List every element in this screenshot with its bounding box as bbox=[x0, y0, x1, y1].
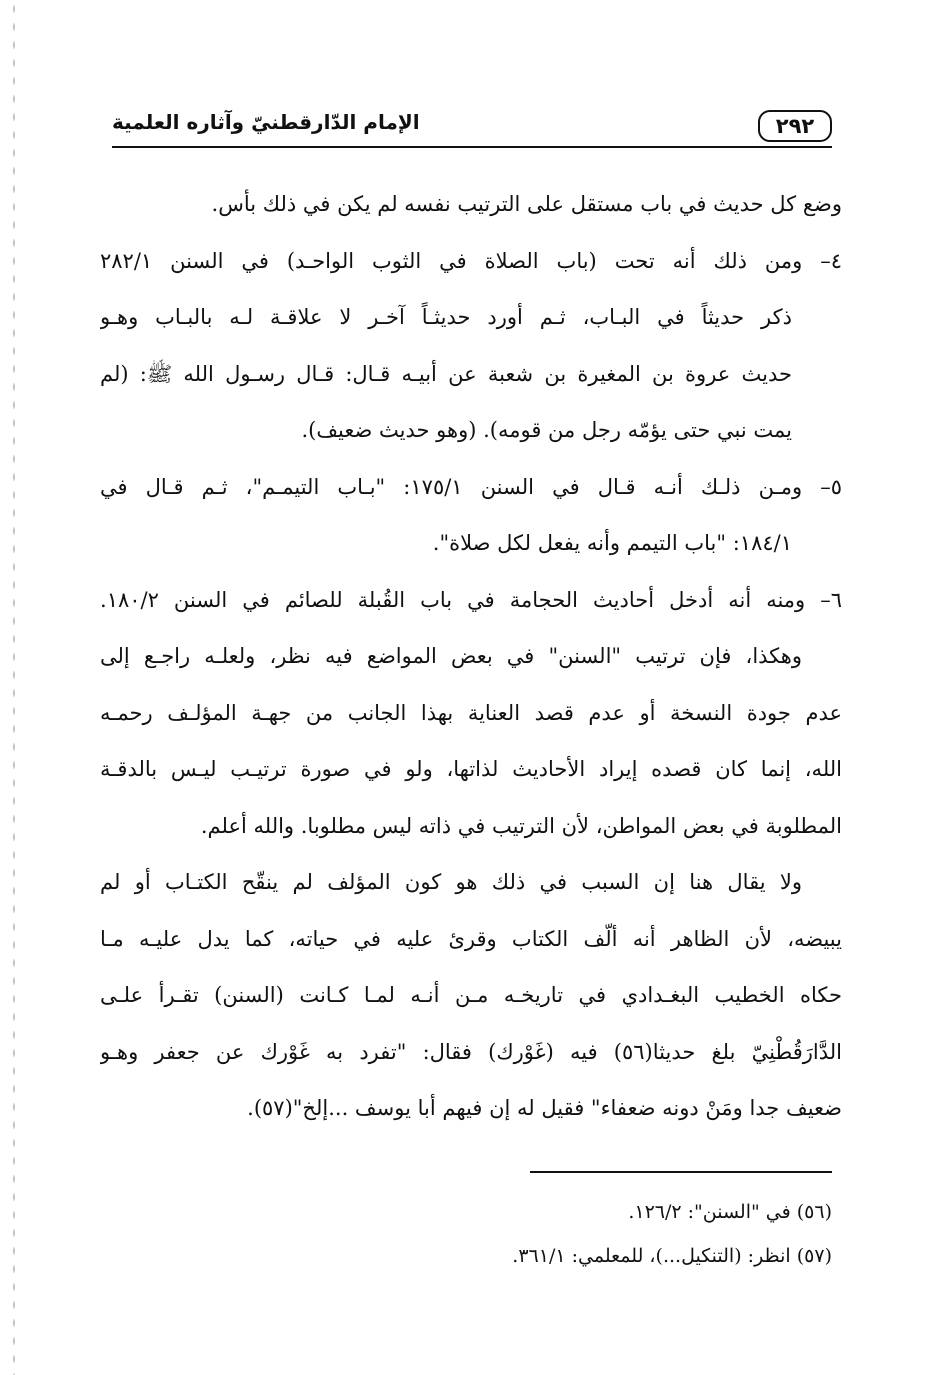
text-line: ١٨٤/١: "باب التيمم وأنه يفعل لكل صلاة". bbox=[432, 531, 792, 555]
text-line: وضع كل حديث في باب مستقل على الترتيب نفسه لم يكن في ذلك بأس. bbox=[211, 192, 842, 216]
list-item-6: ٦– ومنه أنه أدخل أحاديث الحجامة في باب القُبلة للصائم في السنن ١٨٠/٢. bbox=[100, 587, 842, 612]
text-line: ضعيف جدا ومَنْ دونه ضعفاء" فقيل له إن فيهم أبا يوسف ...إلخ"(٥٧). bbox=[247, 1096, 842, 1120]
main-text bbox=[100, 176, 842, 1137]
page-header bbox=[112, 108, 832, 146]
text-line: الدَّارَقُطْنِيّ بلغ حديثا(٥٦) فيه (غَوْرك) فقال: "تفرد به غَوْرك عن جعفر وهـو bbox=[100, 1039, 842, 1064]
text-line: ذكر حديثاً في البـاب، ثـم أورد حديثـاً آخـر لا علاقـة لـه بالبـاب وهـو bbox=[100, 305, 792, 329]
paragraph-start: وهكذا، فإن ترتيب "السنن" في بعض المواضع فيه نظر، ولعلـه راجـع إلى bbox=[100, 644, 802, 668]
paragraph-start: ولا يقال هنا إن السبب في ذلك هو كون المؤلف لم ينقّح الكتـاب أو لم bbox=[100, 870, 802, 894]
text-line: حكاه الخطيب البغـدادي في تاريخـه مـن أنـه لمـا كـانت (السنن) تقـرأ علـى bbox=[100, 983, 842, 1007]
footnote-57: (٥٧) انظر: (التنكيل...)، للمعلمي: ٣٦١/١. bbox=[512, 1245, 832, 1267]
list-item-5: ٥– ومـن ذلـك أنـه قـال في السنن ١٧٥/١: "بـاب التيمـم"، ثـم قـال في bbox=[100, 474, 842, 499]
header-rule bbox=[112, 146, 832, 148]
text-line: يمت نبي حتى يؤمّه رجل من قومه). (وهو حديث ضعيف). bbox=[301, 418, 792, 442]
footnotes bbox=[112, 1190, 832, 1278]
text-line: عدم جودة النسخة أو عدم قصد العناية بهذا الجانب من جهـة المؤلـف رحمـه bbox=[100, 700, 842, 725]
page-number-badge: ٢٩٢ bbox=[758, 110, 832, 142]
scan-edge-dots bbox=[12, 0, 16, 1375]
list-item-4: ٤– ومن ذلك أنه تحت (باب الصلاة في الثوب الواحـد) في السنن ٢٨٢/١ bbox=[100, 248, 842, 273]
footnote-separator bbox=[530, 1171, 832, 1173]
footnote-56: (٥٦) في "السنن": ١٢٦/٢. bbox=[628, 1201, 832, 1223]
scan-top-dots bbox=[0, 8, 943, 12]
running-title: الإمام الدّارقطنيّ وآثاره العلمية bbox=[112, 110, 420, 134]
text-line: حديث عروة بن المغيرة بن شعبة عن أبيـه قـال: قـال رسـول الله ﷺ: (لم bbox=[100, 361, 792, 386]
text-line: الله، إنما كان قصده إيراد الأحاديث لذاتها، ولو في صورة ترتيـب ليـس بالدقـة bbox=[100, 757, 842, 781]
text-line: المطلوبة في بعض المواطن، لأن الترتيب في ذاته ليس مطلوبا. والله أعلم. bbox=[200, 813, 842, 838]
text-line: يبيضه، لأن الظاهر أنه ألّف الكتاب وقرئ عليه في حياته، كما يدل عليـه مـا bbox=[100, 926, 842, 951]
